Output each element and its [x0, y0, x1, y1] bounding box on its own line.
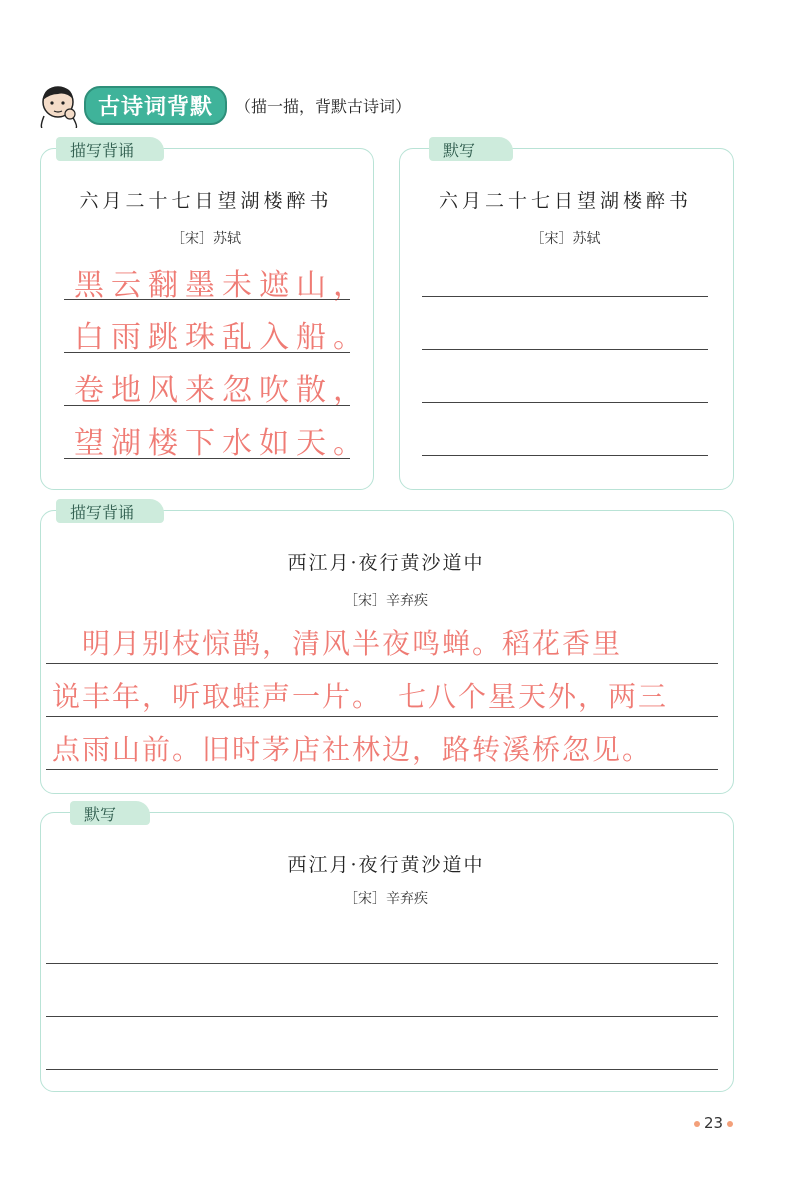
poem-author-2: ［宋］苏轼	[530, 231, 601, 247]
page-number-dot-right	[727, 1121, 733, 1127]
trace-line-3: 卷地风来忽吹散，	[74, 373, 370, 408]
page-number: 23	[704, 1114, 724, 1132]
trace-line-7: 点雨山前。旧时茅店社林边，路转溪桥忽见。	[52, 733, 653, 766]
writing-line	[422, 349, 708, 350]
trace-line-4: 望湖楼下水如天。	[74, 426, 370, 461]
poem-title-3: 西江月·夜行黄沙道中	[287, 552, 485, 574]
trace-line-6: 说丰年，听取蛙声一片。 七八个星天外，两三	[52, 680, 669, 713]
writing-line	[46, 769, 718, 770]
trace-line-1: 黑云翻墨未遮山，	[74, 268, 370, 303]
writing-line	[64, 352, 350, 353]
writing-line	[422, 455, 708, 456]
trace-line-5: 明月别枝惊鹊，清风半夜鸣蝉。稻花香里	[52, 627, 623, 660]
page-number-dot-left	[694, 1121, 700, 1127]
writing-line	[64, 458, 350, 459]
tab-dictation-1: 默写	[429, 137, 513, 161]
poem-author-3: ［宋］辛弃疾	[344, 593, 428, 609]
writing-line	[46, 716, 718, 717]
writing-line	[422, 402, 708, 403]
poem-title-2: 六月二十七日望湖楼醉书	[438, 190, 692, 212]
writing-line	[64, 405, 350, 406]
poem-title-4: 西江月·夜行黄沙道中	[287, 854, 485, 876]
tab-dictation-2: 默写	[70, 801, 150, 825]
tab-trace-2: 描写背诵	[56, 499, 164, 523]
writing-line	[46, 1069, 718, 1070]
poem-title-1: 六月二十七日望湖楼醉书	[79, 190, 333, 212]
trace-line-2: 白雨跳珠乱入船。	[74, 320, 370, 355]
tab-trace-1: 描写背诵	[56, 137, 164, 161]
poem-author-4: ［宋］辛弃疾	[344, 891, 428, 907]
boy-thinking-icon	[34, 82, 86, 128]
header-title: 古诗词背默	[84, 86, 227, 125]
writing-line	[46, 963, 718, 964]
writing-line	[46, 1016, 718, 1017]
writing-line	[46, 663, 718, 664]
poem-author-1: ［宋］苏轼	[171, 231, 241, 247]
header-subtitle: （描一描，背默古诗词）	[235, 96, 412, 116]
writing-line	[64, 299, 350, 300]
section-header	[84, 89, 411, 121]
writing-line	[422, 296, 708, 297]
